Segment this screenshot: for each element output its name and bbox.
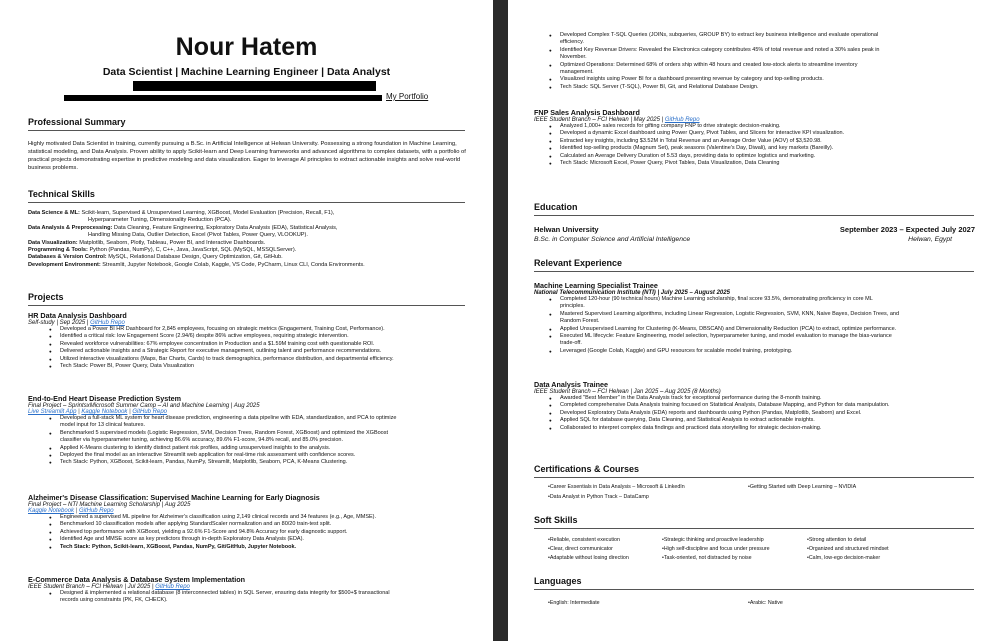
streamlit-link[interactable]: Live Streamlit App (28, 409, 77, 415)
job-title: Data Analysis Trainee (534, 380, 609, 389)
bullet: ● Engineered a supervised ML pipeline for Alzheimer's classification using 2,149 clinical records and 34 features (e.g., Age, MMSE). (60, 514, 473, 521)
soft-skill: • Organized and structured mindset (807, 545, 967, 554)
bullet: ● Identified top-selling products (Magnum Set), peak seasons (Valentine's Day, Diwali), and key markets (Bareilly). (560, 145, 979, 152)
certifications-rule (534, 477, 974, 478)
bullet: ● Developed a full-stack ML system for heart disease prediction, engineering a data pipeline with EDA, standardization, and PCA to optimize (60, 415, 473, 422)
soft-skills-col (807, 536, 967, 563)
languages-rule (534, 589, 974, 590)
summary-heading: Professional Summary (28, 117, 126, 127)
education-heading: Education (534, 202, 578, 212)
bullet: ● Deployed the final model as an interactive Streamlit web application for real-time risk assessment with confidence scores. (60, 452, 473, 459)
education-rule (534, 215, 974, 216)
soft-skill: • Calm, low-ego decision-maker (807, 554, 967, 563)
job-bullets (560, 395, 979, 432)
bullet-cont: records using constraints (PK, FK, CHECK). (60, 597, 168, 604)
bullet: ● Awarded "Best Member" in the Data Analysis track for exceptional performance during the 8-month training. (560, 395, 979, 402)
soft-skills-heading: Soft Skills (534, 515, 578, 525)
candidate-title: Data Scientist | Machine Learning Engineer | Data Analyst (102, 66, 391, 78)
language-item: • English: Intermediate (548, 600, 600, 606)
project-subtitle: IEEE Student Branch – FCI Helwan | May 2025 | GitHub Repo (534, 117, 700, 123)
degree: B.Sc. in Computer Science and Artificial Intelligence (534, 236, 691, 243)
summary-text: Highly motivated Data Scientist in training, currently pursuing a B.Sc. in Artificial Intelligence at Helwan University. Possessing a strong foundation in Machine Learning, statistical modeling, and Data Analysis. Proven ability to apply Scikit-learn and Deep Learning frameworks and advanced algorithms to complex datasets, with a portfolio of practical projects demonstrating expertise in predictive modeling and data visualization. Eager to leverage AI principles to extract actionable insights and solve real-world business problems. (28, 141, 466, 171)
resume-page-1 (0, 0, 493, 641)
soft-skills-rule (534, 528, 974, 529)
bullet: ● Developed a Power BI HR Dashboard for 2,845 employees, focusing on strategic metrics (Engagement, Training Cost, Performance). (60, 326, 473, 333)
job-title: Machine Learning Specialist Trainee (534, 281, 658, 290)
bullet: ● Delivered actionable insights and a Strategic Report for executive management, outlining talent and performance recommendations. (60, 348, 473, 355)
bullet: ● Completed 120-hour (90 technical hours) Machine Learning scholarship, final score 93.5%, demonstrating proficiency in core ML (560, 296, 979, 303)
project-heart (28, 394, 473, 467)
soft-skill: • Task-oriented, not distracted by noise (662, 554, 807, 563)
skills-list (28, 210, 468, 269)
education-dates: September 2023 – Expected July 2027 (839, 225, 975, 234)
project-title: FNP Sales Analysis Dashboard (534, 108, 640, 117)
github-link[interactable]: GitHub Repo (78, 508, 114, 514)
soft-skills-grid (548, 536, 978, 563)
projects-rule (28, 305, 465, 306)
experience-nti (534, 281, 979, 355)
project-subtitle: Self-study | Sep 2025 | GitHub Repo (28, 320, 125, 326)
project-alzheimers (28, 493, 473, 551)
bullet: ● Developed Complex T-SQL Queries (JOINs, subqueries, GROUP BY) to extract key business intelligence and evaluate operational (560, 32, 974, 39)
skill-row: Data Visualization: Matplotlib, Seaborn, Plotly, Tableau, Power BI, and Interactive Dashboards. (28, 239, 266, 246)
soft-skills-col (548, 536, 662, 563)
skill-row: Data Analysis & Preprocessing: Data Cleaning, Feature Engineering, Exploratory Data Analysis (EDA), Statistical Analysis, (28, 224, 338, 231)
resume-page-2 (508, 0, 1000, 641)
certification-item: • Career Essentials in Data Analysis – Microsoft & LinkedIn (548, 484, 685, 490)
bullet: ● Designed & implemented a relational database (8 interconnected tables) in SQL Server, ensuring data integrity for $500+$ transactional (60, 590, 473, 597)
projects-heading: Projects (28, 292, 64, 302)
soft-skill: • High self-discipline and focus under pressure (662, 545, 807, 554)
bullet: ● Calculated an Average Delivery Duration of 5.53 days, providing data to optimize logistics and marketing. (560, 153, 979, 160)
project-subtitle: Final Project – SprintsxMicrosoft Summer Camp – AI and Machine Learning | Aug 2025 (28, 403, 260, 409)
job-bullets (560, 296, 979, 355)
certification-item: • Getting Started with Deep Learning – NVIDIA (748, 484, 856, 490)
bullet: ● Collaborated to interpret complex data findings and practiced data storytelling for strategic decision-making. (560, 425, 979, 432)
bullet: ● Optimized Operations: Determined 68% of orders ship within 48 hours and created low-stock alerts to streamline inventory (560, 62, 974, 69)
project-title: E-Commerce Data Analysis & Database System Implementation (28, 575, 246, 584)
bullet: ● Applied SQL for database querying, Data Cleaning, and Statistical Analysis to extract actionable insights. (560, 417, 979, 424)
certifications-heading: Certifications & Courses (534, 464, 640, 474)
skill-row: Databases & Version Control: MySQL, Relational Database Design, Query Optimization, Git, GitHub. (28, 254, 283, 261)
soft-skill: • Adaptable without losing direction (548, 554, 662, 563)
page-divider (493, 0, 508, 641)
bullet-cont: Random Forest. (560, 318, 600, 325)
bullet: ● Tech Stack: Python, Scikit-learn, XGBoost, Pandas, NumPy, Git/GitHub, Jupyter Notebook. (60, 544, 473, 551)
bullet: ● Revealed workforce vulnerabilities: 67% employee concentration in Production and a $1.59M training cost with questionable ROI. (60, 341, 473, 348)
portfolio-link[interactable]: My Portfolio (386, 92, 429, 101)
bullet: ● Applied Unsupervised Learning for Clustering (K-Means, DBSCAN) and Dimensionality Reduction (PCA) to extract, optimize performance. (560, 326, 979, 333)
bullet: ● Completed comprehensive Data Analysis training focused on Statistical Analysis, Database Mapping, and Python for data manipulation. (560, 402, 979, 409)
skills-heading: Technical Skills (28, 189, 95, 199)
redacted-contact-bar (133, 81, 376, 91)
bullet: ● Visualized insights using Power BI for a dashboard presenting revenue by category and top-selling products. (560, 76, 974, 83)
bullet: ● Mastered Supervised Learning algorithms, including Linear Regression, Logistic Regression, SVM, KNN, Naive Bayes, Decision Trees, and (560, 311, 979, 318)
project-title: End-to-End Heart Disease Prediction System (28, 394, 181, 403)
bullet: ● Developed Exploratory Data Analysis (EDA) reports and dashboards using Python (Pandas, Matplotlib, Seaborn) and Excel. (560, 410, 979, 417)
project-subtitle: IEEE Student Branch – FCI Helwan | Jul 2025 | GitHub Repo (28, 584, 190, 590)
bullet: ● Developed a dynamic Excel dashboard using Power Query, Pivot Tables, and Slicers for interactive KPI visualization. (560, 130, 979, 137)
bullet: ● Analyzed 1,000+ sales records for gifting company FNP to drive strategic decision-making. (560, 123, 979, 130)
certification-item: • Data Analyst in Python Track – DataCamp (548, 494, 649, 500)
bullet: ● Tech Stack: SQL Server (T-SQL), Power BI, Git, and Relational Database Design. (560, 84, 974, 91)
soft-skill: • Strong attention to detail (807, 536, 967, 545)
bullet: ● Executed ML lifecycle: Feature Engineering, model selection, hyperparameter tuning, and model evaluation to manage the bias-variance (560, 333, 979, 340)
ecommerce-continued (534, 32, 974, 91)
bullet-cont: trade-off. (560, 340, 582, 347)
soft-skill: • Strategic thinking and proactive leadership (662, 536, 807, 545)
languages-heading: Languages (534, 576, 582, 586)
bullet-cont: classifier via hyperparameter tuning, achieving 86.6% accuracy, 89.6% F1-score, 94.8% recall, and 85.0% precision. (60, 437, 343, 444)
soft-skill: • Clear, direct communicator (548, 545, 662, 554)
candidate-name: Nour Hatem (175, 33, 318, 61)
bullet: ● Identified Age and MMSE score as key predictors through in-depth Exploratory Data Analysis (EDA). (60, 536, 473, 543)
project-links: Kaggle Notebook | GitHub Repo (28, 508, 114, 514)
project-hr (28, 311, 473, 370)
skill-row-cont: Hyperparameter Tuning, Dimensionality Reduction (PCA). (88, 217, 232, 224)
soft-skill: • Reliable, consistent execution (548, 536, 662, 545)
project-bullets (60, 415, 473, 467)
project-bullets (560, 123, 979, 167)
bullet-cont: management. (560, 69, 594, 76)
bullet: ● Applied K-Means clustering to identify distinct patient risk profiles, adding unsupervised insights to the analysis. (60, 445, 473, 452)
job-subtitle: IEEE Student Branch – FCI Helwan | Jan 2025 – Aug 2025 (8 Months) (534, 389, 721, 395)
bullet: ● Identified Key Revenue Drivers: Revealed the Electronics category contributes 45% of total revenue and noted a 30% sales peak in (560, 47, 974, 54)
skill-row-cont: Handling Missing Data, Outlier Detection, Excel (Pivot Tables, Power Query, VLOOKUP). (88, 232, 308, 239)
kaggle-link[interactable]: Kaggle Notebook (28, 508, 75, 514)
school-name: Helwan University (534, 225, 599, 234)
github-link[interactable]: GitHub Repo (90, 320, 125, 326)
bullet-cont: November. (560, 54, 587, 61)
summary-rule (28, 130, 465, 131)
redacted-contact-line (64, 95, 382, 101)
experience-rule (534, 271, 974, 272)
project-fnp (534, 108, 979, 167)
project-ecommerce (28, 575, 473, 605)
project-subtitle: Final Project – NTI Machine Learning Scholarship | Aug 2025 (28, 502, 191, 508)
bullet: ● Identified a critical risk: low Engagement Score (2.94/6) despite 86% active employees, requiring strategic intervention. (60, 333, 473, 340)
project-bullets (60, 590, 473, 605)
project-links: Live Streamlit App | Kaggle Notebook | GitHub Repo (28, 409, 168, 415)
skill-row: Programming & Tools: Python (Pandas, NumPy), C, C++, Java, JavaScript, SQL (MySQL, MSSQLServer). (28, 247, 297, 254)
github-link[interactable]: GitHub Repo (155, 584, 190, 590)
github-link[interactable]: GitHub Repo (132, 409, 168, 415)
bullet: ● Extracted key insights, including $3.52M in Total Revenue and an Average Order Value (AOV) of $3,520.98. (560, 138, 979, 145)
bullet: ● Benchmarked 10 classification models after applying StandardScaler normalization and an 80/20 train-test split. (60, 521, 473, 528)
education-location: Helwan, Egypt (908, 236, 952, 243)
bullet: ● Tech Stack: Python, XGBoost, Scikit-learn, Pandas, NumPy, Streamlit, Matplotlib, Seaborn, PCA, K-Means Clustering. (60, 459, 473, 466)
bullet-cont: efficiency. (560, 39, 584, 46)
soft-skills-col (662, 536, 807, 563)
project-bullets (60, 514, 473, 551)
project-bullets (560, 32, 974, 91)
project-bullets (60, 326, 473, 370)
bullet: ● Tech Stack: Microsoft Excel, Power Query, Pivot Tables, Data Visualization, Data Cleaning (560, 160, 979, 167)
experience-ieee (534, 380, 979, 432)
bullet: ● Leveraged (Google Colab, Kaggle) and GPU resources for scalable model training, prototyping. (560, 348, 979, 355)
bullet: ● Utilized interactive visualizations (Maps, Bar Charts, Cards) to track demographics, performance distribution, and departmental efficiency. (60, 356, 473, 363)
job-subtitle: National Telecommunication Institute (NTI) | July 2025 – August 2025 (534, 290, 730, 296)
bullet: ● Tech Stack: Power BI, Power Query, Data Visualization (60, 363, 473, 370)
experience-heading: Relevant Experience (534, 258, 623, 268)
bullet-cont: principles. (560, 303, 585, 310)
project-title: HR Data Analysis Dashboard (28, 311, 127, 320)
kaggle-link[interactable]: Kaggle Notebook (81, 409, 128, 415)
skill-row: Development Environment: Streamlit, Jupyter Notebook, Google Colab, Kaggle, VS Code, PyCharm, Linux CLI, Conda Environments. (28, 261, 365, 268)
skills-rule (28, 202, 465, 203)
skill-row: Data Science & ML: Scikit-learn, Supervised & Unsupervised Learning, XGBoost, Model Evaluation (Precision, Recall, F1), (28, 210, 335, 216)
language-item: • Arabic: Native (748, 600, 783, 606)
github-link[interactable]: GitHub Repo (664, 117, 700, 123)
bullet: ● Benchmarked 5 supervised models (Logistic Regression, SVM, Decision Trees, Random Forest, XGBoost) and optimized the XGBoost (60, 430, 473, 437)
bullet-cont: model input for 13 clinical features. (60, 422, 145, 429)
bullet: ● Achieved top performance with XGBoost, yielding a 92.6% F1-Score and 94.8% Accuracy for early diagnostic support. (60, 529, 473, 536)
project-title: Alzheimer's Disease Classification: Supervised Machine Learning for Early Diagnosis (28, 493, 320, 502)
